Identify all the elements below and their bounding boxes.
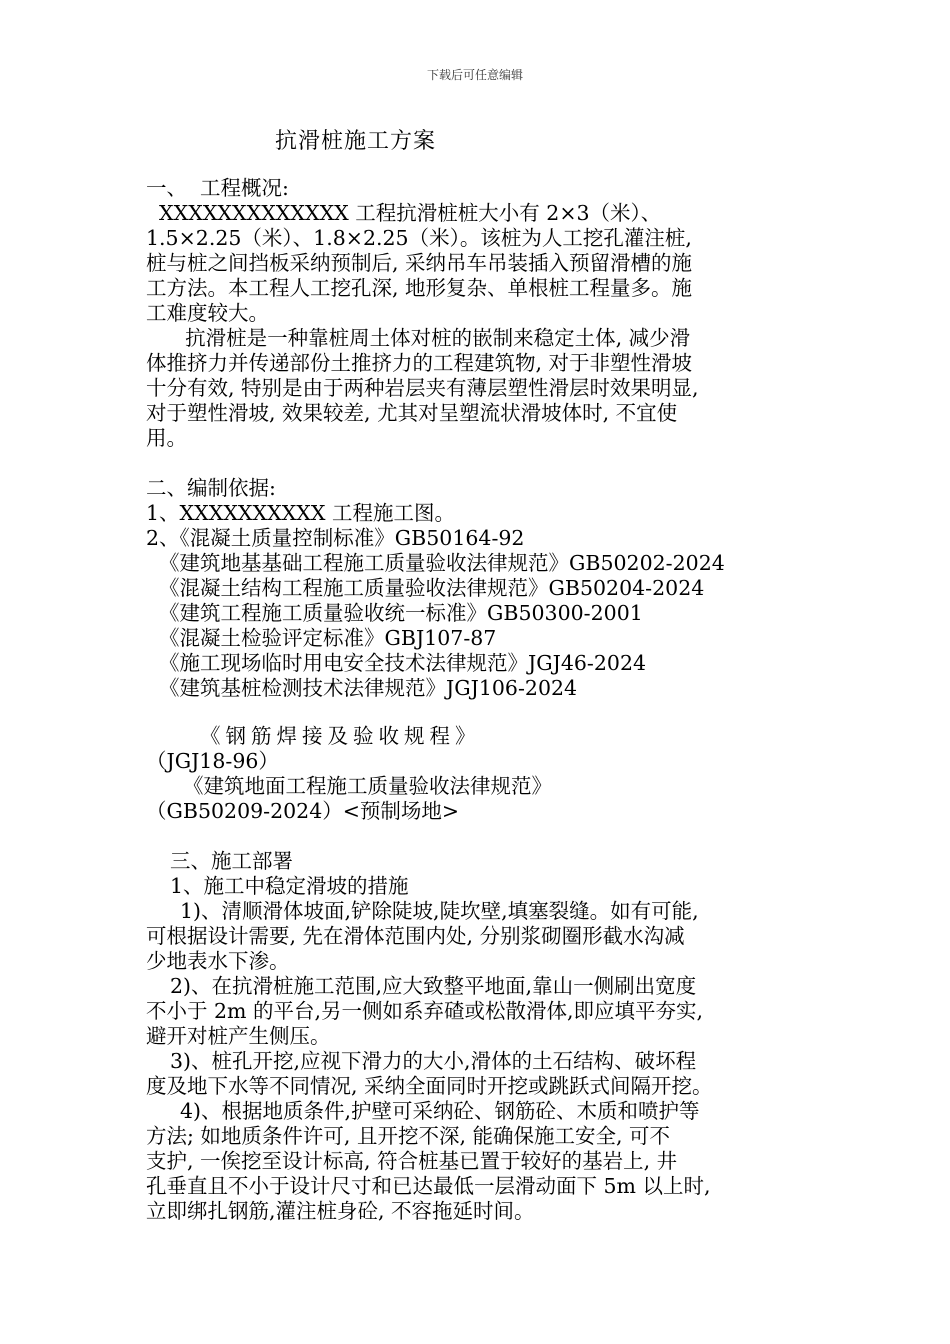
body-line: 桩与桩之间挡板采纳预制后, 采纳吊车吊装插入预留滑槽的施	[146, 251, 693, 275]
section-heading: 二、编制依据:	[146, 476, 276, 500]
reference-item: 《混凝土检验评定标准》GBJ107-87	[146, 626, 497, 650]
reference-item: 1、XXXXXXXXXX 工程施工图。	[146, 501, 456, 525]
body-line: 2)、在抗滑桩施工范围,应大致整平地面,靠山一侧刷出宽度	[170, 974, 697, 998]
body-line: 少地表水下渗。	[146, 949, 290, 973]
document-title: 抗滑桩施工方案	[275, 129, 437, 154]
section-heading: 三、施工部署	[170, 849, 293, 873]
body-line: 1)、清顺滑体坡面,铲除陡坡,陡坎壁,填塞裂缝。如有可能,	[180, 899, 699, 923]
body-line: 孔垂直且不小于设计尺寸和已达最低一层滑动面下 5m 以上时,	[146, 1174, 711, 1198]
body-line: XXXXXXXXXXXXX 工程抗滑桩桩大小有 2×3（米）、	[146, 201, 662, 225]
body-line: 抗滑桩是一种靠桩周土体对桩的嵌制来稳定土体, 减少滑	[146, 326, 691, 350]
reference-item: 《钢筋焊接及验收规程》	[200, 724, 481, 748]
reference-item: （JGJ18-96）	[146, 749, 279, 773]
body-line: 不小于 2m 的平台,另一侧如系弃碴或松散滑体,即应填平夯实,	[146, 999, 704, 1023]
body-line: 方法; 如地质条件许可, 且开挖不深, 能确保施工安全, 可不	[146, 1124, 671, 1148]
body-line: 4)、根据地质条件,护壁可采纳砼、钢筋砼、木质和喷护等	[180, 1099, 700, 1123]
body-line: 可根据设计需要, 先在滑体范围内处, 分别浆砌圈形截水沟减	[146, 924, 685, 948]
body-line: 工难度较大。	[146, 301, 269, 325]
reference-item: 《混凝土结构工程施工质量验收法律规范》GB50204-2024	[146, 576, 705, 600]
body-line: 1.5×2.25（米）、1.8×2.25（米）。该桩为人工挖孔灌注桩,	[146, 226, 692, 250]
section-heading: 一、 工程概况:	[146, 176, 289, 200]
body-line: 支护, 一俟挖至设计标高, 符合桩基已置于较好的基岩上, 井	[146, 1149, 678, 1173]
reference-item: 《施工现场临时用电安全技术法律规范》JGJ46-2024	[146, 651, 647, 675]
reference-item: 《建筑工程施工质量验收统一标准》GB50300-2001	[146, 601, 643, 625]
body-line: 体推挤力并传递部份土推挤力的工程建筑物, 对于非塑性滑坡	[146, 351, 693, 375]
reference-item: 《建筑地基基础工程施工质量验收法律规范》GB50202-2024	[146, 551, 725, 575]
reference-item: 《建筑地面工程施工质量验收法律规范》	[170, 774, 553, 798]
page-header: 下载后可任意编辑	[426, 68, 523, 82]
body-line: 对于塑性滑坡, 效果较差, 尤其对呈塑流状滑坡体时, 不宜使	[146, 401, 678, 425]
body-line: 3)、桩孔开挖,应视下滑力的大小,滑体的土石结构、破坏程	[170, 1049, 697, 1073]
body-line: 用。	[146, 426, 187, 450]
reference-item: （GB50209-2024）<预制场地>	[146, 799, 460, 823]
reference-item: 2、《混凝土质量控制标准》GB50164-92	[146, 526, 525, 550]
body-line: 十分有效, 特别是由于两种岩层夹有薄层塑性滑层时效果明显,	[146, 376, 699, 400]
body-line: 避开对桩产生侧压。	[146, 1024, 331, 1048]
subsection-heading: 1、施工中稳定滑坡的措施	[170, 874, 409, 898]
body-line: 度及地下水等不同情况, 采纳全面同时开挖或跳跃式间隔开挖。	[146, 1074, 713, 1098]
body-line: 工方法。本工程人工挖孔深, 地形复杂、单根桩工程量多。施	[146, 276, 693, 300]
body-line: 立即绑扎钢筋,灌注桩身砼, 不容拖延时间。	[146, 1199, 535, 1223]
reference-item: 《建筑基桩检测技术法律规范》JGJ106-2024	[146, 676, 578, 700]
